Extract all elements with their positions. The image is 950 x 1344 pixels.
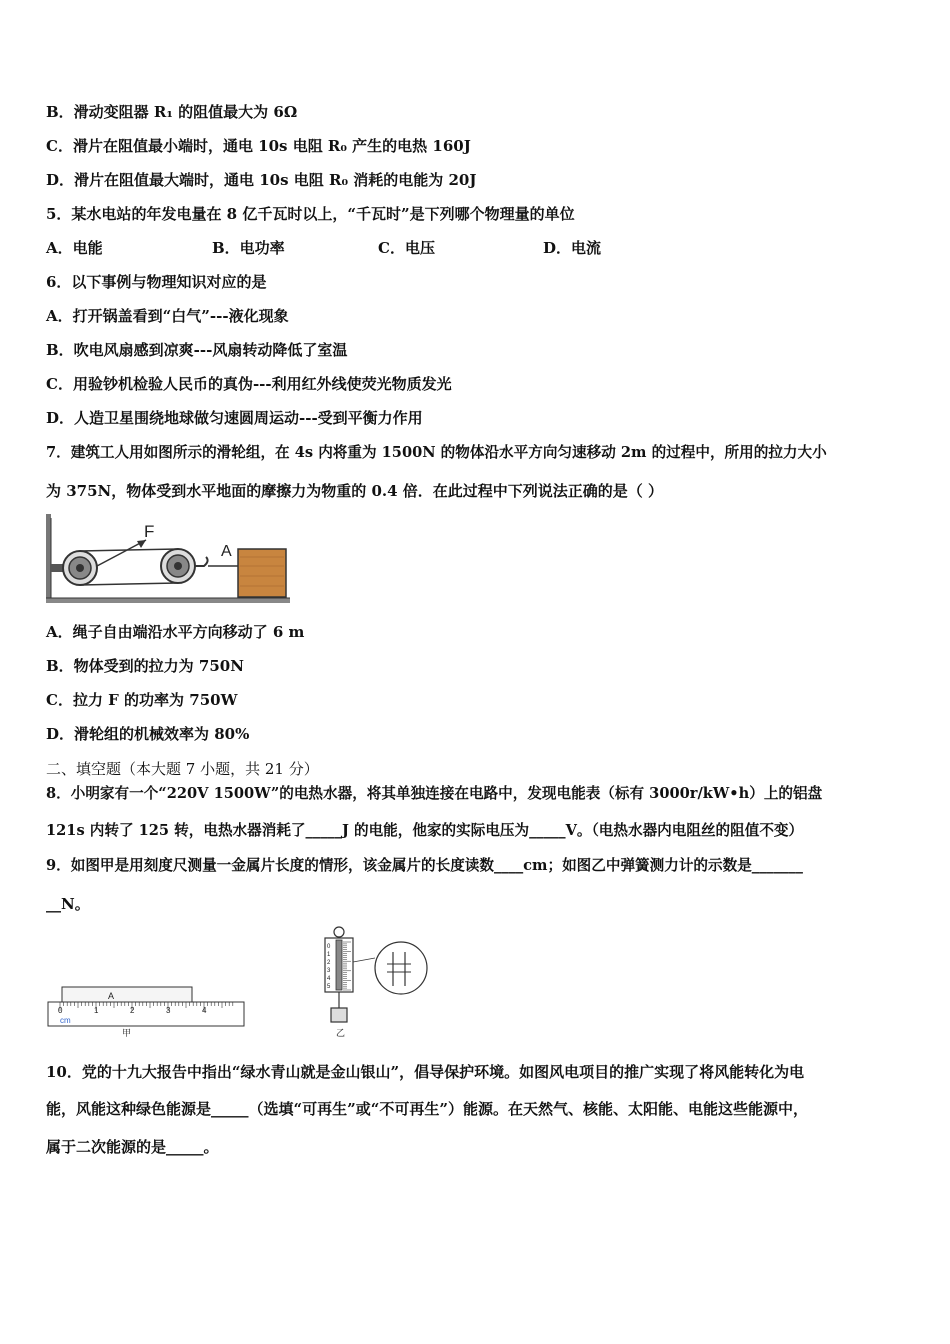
q7-option-d: D．滑轮组的机械效率为 80%: [46, 725, 250, 743]
ruler-tick-4: 4: [202, 1006, 207, 1015]
scale-mark-2: 2: [327, 960, 331, 966]
q7-option-a: A．绳子自由端沿水平方向移动了 6 m: [46, 623, 305, 641]
q7-stem-line1: 7．建筑工人用如图所示的滑轮组，在 4s 内将重为 1500N 的物体沿水平方向匀速移动 2m 的过程中，所用的拉力大小: [46, 444, 827, 461]
scale-mark-3: 3: [327, 968, 331, 974]
q7-option-c: C．拉力 F 的功率为 750W: [46, 691, 238, 709]
ruler-figure: [46, 980, 246, 1038]
scale-mark-4: 4: [327, 976, 331, 982]
q6-option-a: A．打开锅盖看到“白气”---液化现象: [46, 307, 289, 325]
q5-option-b: B．电功率: [212, 239, 285, 257]
q8-line2: 121s 内转了 125 转，电热水器消耗了_____J 的电能，他家的实际电压为_____V。（电热水器内电阻丝的阻值不变）: [46, 822, 804, 839]
q6-option-b: B．吹电风扇感到凉爽---风扇转动降低了室温: [46, 341, 348, 359]
movable-pulley: [161, 549, 208, 583]
metal-strip-label: A: [108, 991, 115, 1001]
ruler-unit: cm: [60, 1016, 71, 1025]
magnified-view: [375, 942, 427, 994]
label-a: A: [221, 543, 232, 560]
q9-line1: 9．如图甲是用刻度尺测量一金属片长度的情形，该金属片的长度读数____cm；如图乙中弹簧测力计的示数是_______: [46, 857, 803, 874]
q5-option-c: C．电压: [378, 239, 435, 257]
ruler-tick-1: 1: [94, 1006, 99, 1015]
q4-option-d: D．滑片在阻值最大端时，通电 10s 电阻 R₀ 消耗的电能为 20J: [46, 171, 477, 189]
ground: [46, 598, 290, 603]
fig-yi-label: 乙: [336, 1029, 346, 1039]
section2-heading: 二、填空题（本大题 7 小题，共 21 分）: [46, 760, 319, 778]
q5-option-d: D．电流: [543, 239, 602, 257]
ruler-tick-2: 2: [130, 1006, 135, 1015]
fixed-pulley: [51, 551, 97, 585]
rope-bottom: [80, 583, 178, 585]
ruler-tick-0: 0: [58, 1006, 63, 1015]
ruler-tick-3: 3: [166, 1006, 171, 1015]
scale-mark-1: 1: [327, 952, 331, 958]
scale-hook-ring: [334, 927, 344, 937]
pulley-system-figure: [46, 512, 290, 606]
q6-option-d: D．人造卫星围绕地球做匀速圆周运动---受到平衡力作用: [46, 409, 423, 427]
q4-option-b: B．滑动变阻器 R₁ 的阻值最大为 6Ω: [46, 103, 298, 121]
q10-line2: 能，风能这种绿色能源是_____（选填“可再生”或“不可再生”）能源。在天然气、核能、太阳能、电能这些能源中，: [46, 1100, 809, 1118]
label-f: F: [144, 522, 155, 541]
q7-option-b: B．物体受到的拉力为 750N: [46, 657, 244, 675]
q10-line1: 10．党的十九大报告中指出“绿水青山就是金山银山”，倡导保护环境。如图风电项目的推广实现了将风能转化为电: [46, 1063, 805, 1081]
fig-jia-label: 甲: [122, 1029, 132, 1038]
scale-mark-0: 0: [327, 944, 331, 950]
scale-spring: [336, 940, 342, 990]
hanging-weight: [331, 1008, 347, 1022]
rope-free-end: [97, 540, 146, 566]
q7-stem-line2: 为 375N，物体受到水平地面的摩擦力为物重的 0.4 倍．在此过程中下列说法正确的是（ ）: [46, 482, 664, 500]
q6-option-c: C．用验钞机检验人民币的真伪---利用红外线使荧光物质发光: [46, 375, 452, 393]
q9-line2: __N。: [46, 895, 90, 913]
spring-scale-figure: [305, 924, 435, 1040]
q6-stem: 6．以下事例与物理知识对应的是: [46, 273, 267, 291]
q10-line3: 属于二次能源的是_____。: [46, 1138, 219, 1156]
wooden-block: [238, 549, 286, 597]
metal-strip: [62, 987, 192, 1002]
q5-stem: 5．某水电站的年发电量在 8 亿千瓦时以上，“千瓦时”是下列哪个物理量的单位: [46, 205, 575, 223]
q4-option-c: C．滑片在阻值最小端时，通电 10s 电阻 R₀ 产生的电热 160J: [46, 137, 471, 155]
scale-mark-5: 5: [327, 984, 331, 990]
wall: [46, 514, 51, 600]
q5-option-a: A．电能: [46, 239, 103, 257]
q8-line1: 8．小明家有一个“220V 1500W”的电热水器，将其单独连接在电路中，发现电能表（标有 3000r/kW•h）上的铝盘: [46, 785, 823, 802]
